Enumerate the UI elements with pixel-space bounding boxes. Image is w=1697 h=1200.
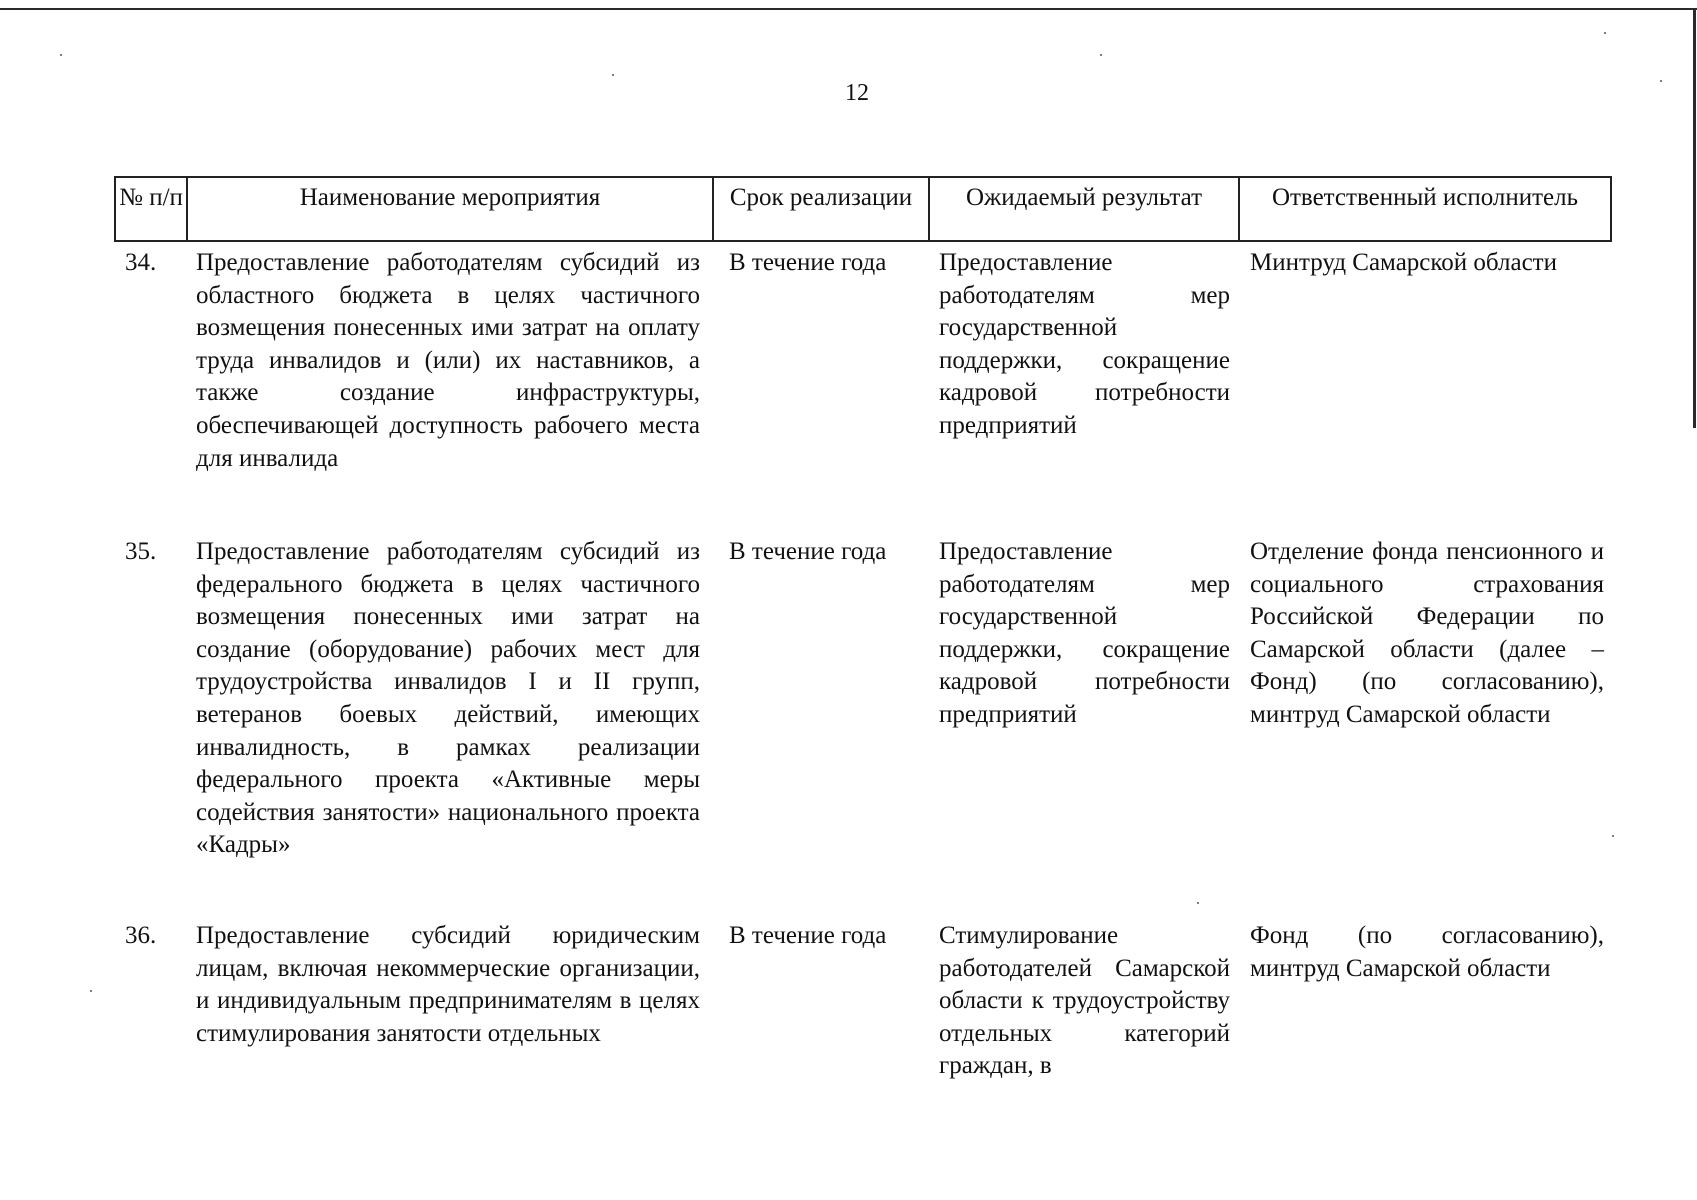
header-result: Ожидаемый результат (928, 176, 1238, 242)
scan-speck (60, 54, 62, 56)
header-name: Наименование мероприятия (186, 176, 712, 242)
scan-speck (1197, 902, 1199, 904)
header-executor: Ответственный исполнитель (1238, 176, 1612, 242)
page-number: 12 (845, 80, 869, 106)
row-term: В течение года (729, 249, 887, 276)
row-term: В течение года (729, 922, 887, 949)
row-term: В течение года (729, 538, 887, 565)
scan-speck (1660, 80, 1662, 82)
row-event-name: Предоставление работодателям субсидий из федерального бюджета в целях частичного возмещения понесенных ими затрат на создание (оборудование) рабочих мест для трудоустройства инвалидов I и II групп, ветеранов боевых действий, имеющих инвалидность, в рамках реализации федерального проекта «Активные меры содействия занятости» национального проекта «Кадры» (196, 538, 700, 859)
right-border-line (1693, 8, 1696, 428)
row-result: Предоставление работодателям мер государственной поддержки, сокращение кадровой потребности предприятий (939, 538, 1230, 728)
header-term: Срок реализации (712, 176, 928, 242)
scan-speck (612, 74, 614, 76)
row-event-name: Предоставление работодателям субсидий из областного бюджета в целях частичного возмещения понесенных ими затрат на оплату труда инвалидов и (или) их наставников, а также создание инфраструктуры, обеспечивающей доступность рабочего места для инвалида (196, 249, 700, 472)
row-number: 34. (125, 249, 157, 276)
top-border-line (0, 8, 1697, 10)
header-num: № п/п (114, 176, 186, 242)
scan-speck (1612, 835, 1614, 837)
row-executor: Минтруд Самарской области (1250, 249, 1557, 276)
row-result: Предоставление работодателям мер государственной поддержки, сокращение кадровой потребности предприятий (939, 249, 1230, 439)
row-executor: Отделение фонда пенсионного и социального страхования Российской Федерации по Самарской области (далее – Фонд) (по согласованию), минтруд Самарской области (1250, 538, 1604, 728)
scan-speck (1100, 54, 1102, 56)
row-event-name: Предоставление субсидий юридическим лицам, включая некоммерческие организации, и индивидуальным предпринимателям в целях стимулирования занятости отдельных (196, 922, 700, 1047)
scan-speck (1604, 32, 1606, 34)
row-executor: Фонд (по согласованию), минтруд Самарской области (1250, 922, 1604, 982)
row-number: 35. (125, 538, 157, 565)
row-result: Стимулирование работодателей Самарской области к трудоустройству отдельных категорий граждан, в (939, 922, 1230, 1080)
scan-speck (90, 990, 92, 992)
row-number: 36. (125, 922, 157, 949)
